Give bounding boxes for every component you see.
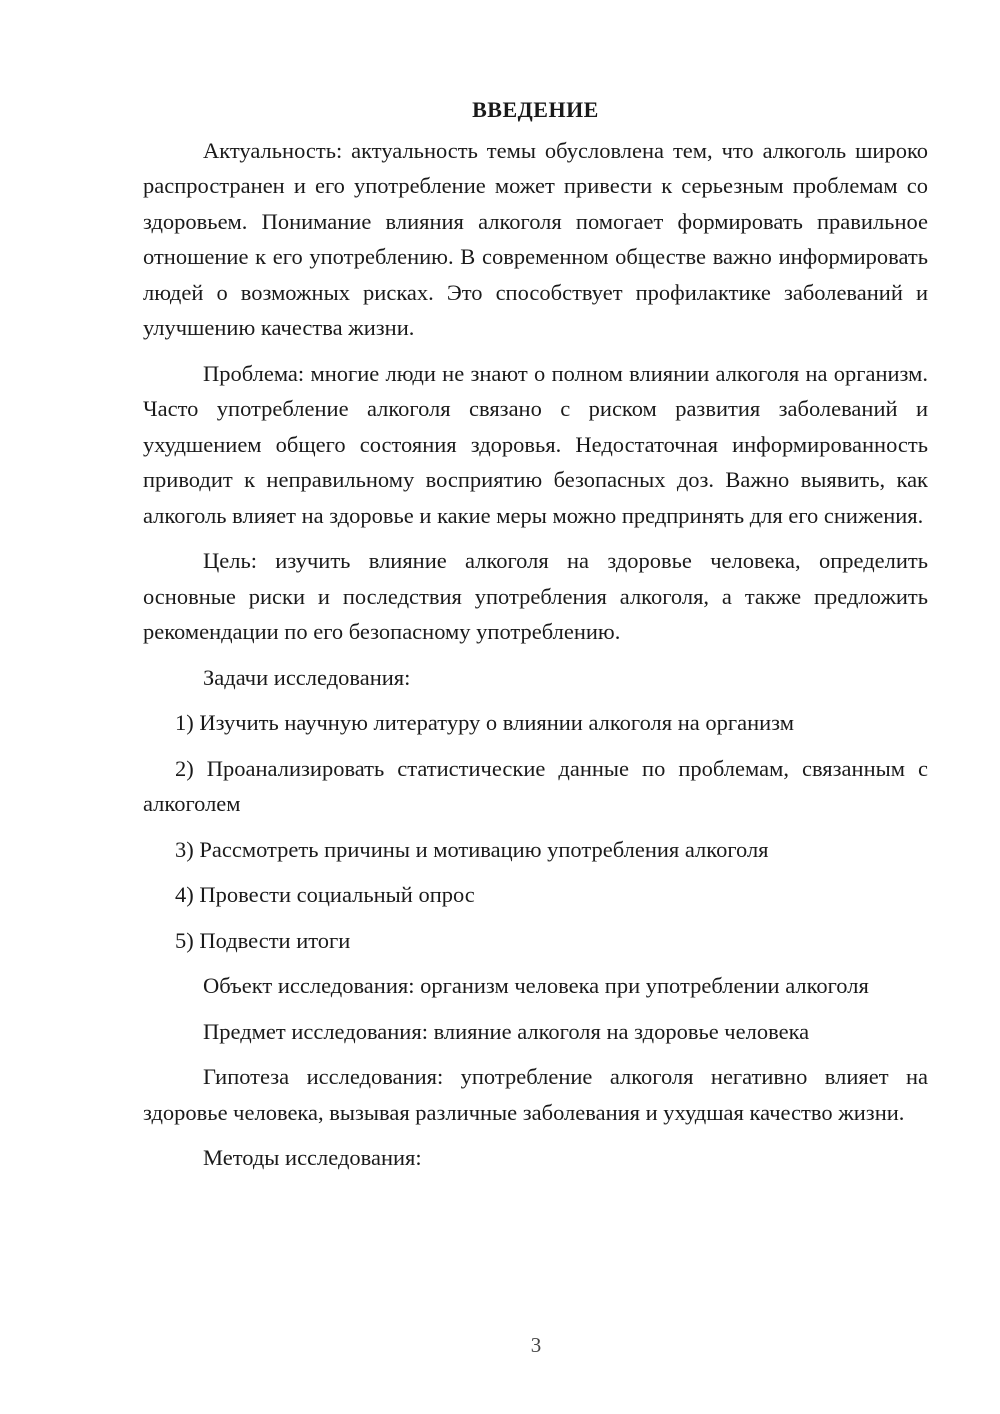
- relevance-paragraph: Актуальность: актуальность темы обусловлена тем, что алкоголь широко распространен и его употребление может привести к серьезным проблемам со здоровьем. Понимание влияния алкоголя помогает формировать правильное отношение к его употреблению. В современном обществе важно информировать людей о возможных рисках. Это способствует профилактике заболеваний и улучшению качества жизни.: [143, 137, 928, 340]
- problem-paragraph: Проблема: многие люди не знают о полном влиянии алкоголя на организм. Часто употребление алкоголя связано с риском развития заболеваний и ухудшением общего состояния здоровья. Недостаточная информированность приводит к неправильному восприятию безопасных доз. Важно выявить, как алкоголь влияет на здоровье и какие меры можно предпринять для его снижения.: [143, 360, 928, 528]
- task-item: 5) Подвести итоги: [175, 927, 351, 953]
- page-number: 3: [530, 1333, 542, 1357]
- page-content: [143, 92, 928, 1176]
- goal-paragraph: Цель: изучить влияние алкоголя на здоровье человека, определить основные риски и последствия употребления алкоголя, а также предложить рекомендации по его безопасному употреблению.: [143, 548, 928, 644]
- task-item: 2) Проанализировать статистические данные по проблемам, связанным с алкоголем: [143, 755, 928, 816]
- object-paragraph: Объект исследования: организм человека при употреблении алкоголя: [203, 973, 869, 998]
- hypothesis-paragraph: Гипотеза исследования: употребление алкоголя негативно влияет на здоровье человека, вызывая различные заболевания и ухудшая качество жизни.: [143, 1064, 928, 1125]
- task-item: 4) Провести социальный опрос: [175, 882, 475, 907]
- tasks-title: Задачи исследования:: [203, 664, 411, 690]
- task-item: 1) Изучить научную литературу о влиянии алкоголя на организм: [175, 710, 794, 735]
- subject-paragraph: Предмет исследования: влияние алкоголя на здоровье человека: [203, 1018, 810, 1044]
- page-heading: ВВЕДЕНИЕ: [472, 97, 599, 122]
- methods-title: Методы исследования:: [203, 1145, 422, 1170]
- task-item: 3) Рассмотреть причины и мотивацию употребления алкоголя: [175, 836, 769, 862]
